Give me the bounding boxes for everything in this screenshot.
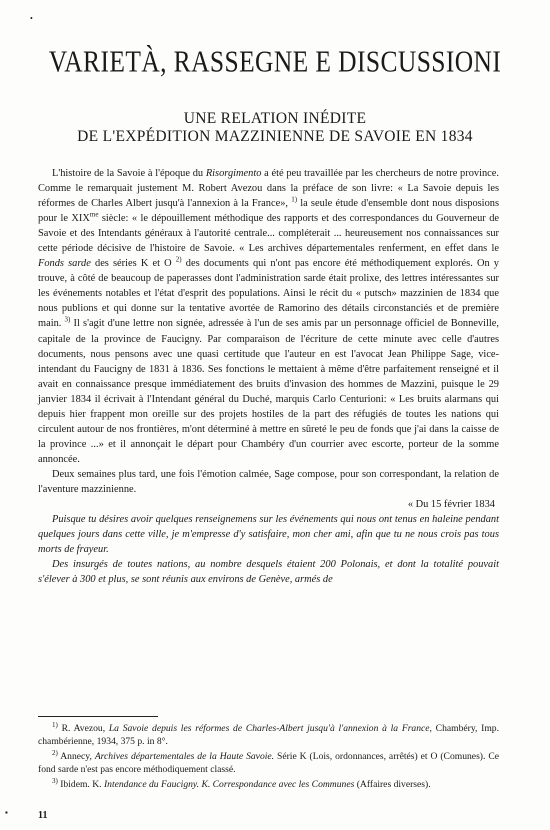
text-run: des séries K et O	[90, 258, 176, 270]
text-run: a été peu travaillée par les chercheurs de notre province. Comme le remarquait justement M. Robert Avezou dans la préface de son livre: « La Savoie depuis les réformes de Charles Albert jusqu'à l'annexion à la France»,	[38, 168, 499, 210]
paragraph-intro	[38, 166, 499, 467]
footnote-divider	[38, 716, 158, 717]
footnote-3	[38, 778, 499, 791]
text-run-italic: La Savoie depuis les réformes de Charles-Albert jusqu'à l'annexion à la France	[108, 723, 430, 734]
text-run: Annecy,	[57, 750, 95, 762]
letter-paragraph-2: Des insurgés de toutes nations, au nombre desquels étaient 200 Polonais, et dont la totalité pouvait s'élever à 300 et plus, se sont réunis aux environs de Genève, armés de	[38, 559, 499, 586]
margin-mark-bottom: ▪	[5, 808, 8, 817]
superscript: me	[89, 210, 99, 219]
article-body	[38, 166, 499, 587]
footnote-2	[38, 750, 499, 777]
section-title: VARIETÀ, RASSEGNE E DISCUSSIONI	[48, 44, 502, 79]
article-title-line1: UNE RELATION INÉDITE	[183, 110, 367, 127]
footnote-number: 1)	[52, 720, 58, 729]
footnote-number: 3)	[52, 776, 58, 785]
text-run-italic: Fonds sarde	[38, 258, 91, 270]
letter-date: « Du 15 février 1834	[407, 499, 495, 511]
text-run: R. Avezou,	[57, 723, 109, 734]
footnotes	[38, 722, 499, 792]
text-run: Ibidem. K.	[57, 778, 104, 790]
text-run-italic: Archives départementales de la Haute Savoie.	[94, 750, 275, 762]
page-number: 11	[38, 810, 48, 821]
text-run: siècle: « le dépouillement méthodique des rapports et des correspondances du Gouverneur de Savoie et des Intendants généraux à l'autorité centrale... compléterait ... heureusement nos connaissances sur cette période décisive de l'histoire de Savoie. « Les archives départementales renferment, en effet dans le	[38, 213, 500, 255]
text-run: la seule étude d'ensemble dont nous disposions pour le XIX	[38, 198, 500, 225]
margin-mark-top: •	[30, 14, 33, 23]
letter-paragraph-1: Puisque tu désires avoir quelques renseignemens sur les événements qui nous ont tenus en haleine pendant quelques jours dans cette ville, je m'empresse d'y satisfaire, mon cher ami, afin que tu ne nous crois pas tous morts de frayeur.	[38, 514, 499, 556]
text-run-italic: Risorgimento	[205, 168, 262, 179]
footnote-ref: 1)	[291, 195, 298, 204]
paragraph-second: Deux semaines plus tard, une fois l'émotion calmée, Sage compose, pour son correspondant, la relation de l'aventure mazzinienne.	[38, 468, 499, 495]
footnote-ref: 3)	[64, 316, 71, 324]
text-run: des documents qui n'ont pas encore été méthodiquement explorés. On y trouve, à côté de beaucoup de paperasses dont l'administration sarde était prolixe, des lettres intéressantes sur les événements notables et l'état d'esprit des populations. Ainsi le récit du « putsch» mazzinien de 1834 que nous publions et qui donne sur la tentative avortée de Ramorino des détails circonstanciés et de première main.	[38, 258, 499, 330]
footnote-1	[38, 722, 499, 749]
article-title-line2: DE L'EXPÉDITION MAZZINIENNE DE SAVOIE EN 1834	[77, 128, 473, 145]
footnote-ref: 2)	[175, 255, 182, 264]
text-run: , Chambéry, Imp. chambérienne, 1934, 375 p. in 8°.	[38, 723, 500, 748]
text-run: L'histoire de la Savoie à l'époque du	[52, 168, 206, 179]
text-run-italic: Intendance du Faucigny. K. Correspondance avec les Communes	[103, 778, 355, 790]
footnote-number: 2)	[52, 748, 58, 757]
text-run: Série K (Lois, ordonnances, arrêtés) et O (Comunes). Ce fond sarde n'est pas encore méthodiquement classé.	[38, 750, 499, 776]
text-run: Il s'agit d'une lettre non signée, adressée à l'un de ses amis par un personnage officiel de Bonneville, capitale de la province de Faucigny. Par comparaison de l'écriture de cette minute avec celle d'autres documents, nous pensons avec une quasi certitude que l'auteur en est l'avocat Jean Philippe Sage, vice-intendant du Faucigny de 1831 à 1836. Ses fonctions le mettaient à même d'être parfaitement renseigné et il avait en connaissance presque immédiatement des bruits d'invasion des hommes de Mazzini, puisque le 29 janvier 1834 il écrivait à l'Intendant général du Duché, marquis Carlo Centurioni: « Les bruits alarmans qui depuis hier frappent mon oreille sur des projets hostiles de la part des réfugiés de toutes les nations qui circulent autour de nos frontières, m'ont déterminé à mettre en sûreté le peu de fonds que j'ai dans la caisse de la province ...» et il annonçait le départ pour Chambéry d'un courrier avec escorte, porteur de la somme annoncée.	[38, 318, 499, 465]
text-run: (Affaires diverses).	[354, 778, 431, 790]
